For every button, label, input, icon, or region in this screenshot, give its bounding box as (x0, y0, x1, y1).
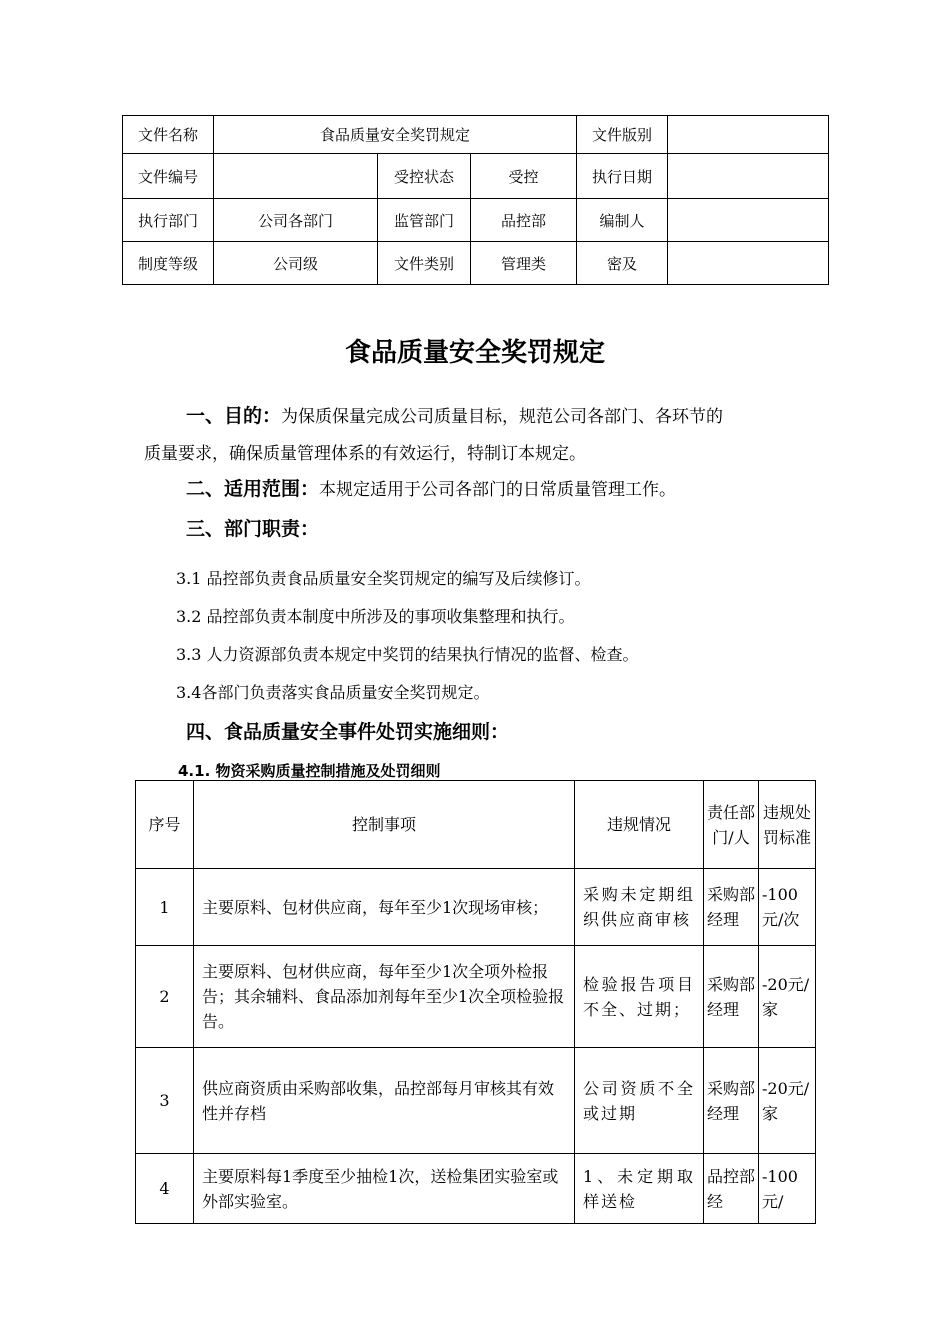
row-no: 2 (136, 946, 194, 1048)
row-violation: 检验报告项目不全、过期； (575, 946, 704, 1048)
document-title: 食品质量安全奖罚规定 (344, 338, 605, 368)
row-no: 3 (136, 1048, 194, 1154)
row-item: 供应商资质由采购部收集，品控部每月审核其有效性并存档 (194, 1048, 575, 1154)
section-scope (186, 471, 806, 508)
info-value: 公司级 (214, 242, 378, 285)
info-label: 文件类别 (378, 242, 471, 285)
row-responsible: 品控部经 (704, 1154, 759, 1224)
info-row (123, 242, 829, 285)
section-text: 为保质保量完成公司质量目标，规范公司各部门、各环节的 (281, 407, 724, 427)
info-label: 密及 (577, 242, 668, 285)
document-info-table (122, 115, 829, 285)
row-responsible: 采购部经理 (704, 946, 759, 1048)
row-no: 4 (136, 1154, 194, 1224)
info-value (668, 199, 829, 242)
info-row (123, 199, 829, 242)
row-item: 主要原料、包材供应商，每年至少1次现场审核； (194, 869, 575, 946)
col-header-violation: 违规情况 (575, 781, 704, 869)
info-row (123, 116, 829, 154)
table-row (136, 869, 816, 946)
duty-item: 3.4各部门负责落实食品质量安全奖罚规定。 (176, 683, 490, 702)
row-violation: 公司资质不全或过期 (575, 1048, 704, 1154)
info-label: 制度等级 (123, 242, 214, 285)
info-value (668, 154, 829, 199)
info-row (123, 154, 829, 199)
info-value (668, 242, 829, 285)
section-heading: 一、目的： (186, 405, 282, 427)
info-label: 文件名称 (123, 116, 214, 154)
row-violation: 1、未定期取样送检 (575, 1154, 704, 1224)
table-row (136, 1154, 816, 1224)
info-value: 管理类 (471, 242, 577, 285)
duty-item: 3.3 人力资源部负责本规定中奖罚的结果执行情况的监督、检查。 (176, 645, 639, 664)
info-label: 受控状态 (378, 154, 471, 199)
table-row (136, 946, 816, 1048)
section-text: 本规定适用于公司各部门的日常质量管理工作。 (319, 480, 677, 500)
row-penalty: -20元/家 (759, 946, 816, 1048)
col-header-no: 序号 (136, 781, 194, 869)
info-label: 文件版别 (577, 116, 668, 154)
penalty-detail-table (135, 780, 816, 1224)
col-header-penalty: 违规处罚标准 (759, 781, 816, 869)
row-penalty: -100元/次 (759, 869, 816, 946)
row-penalty: -100元/ (759, 1154, 816, 1224)
section-purpose (186, 398, 806, 435)
info-value: 公司各部门 (214, 199, 378, 242)
info-label: 编制人 (577, 199, 668, 242)
row-violation: 采购未定期组织供应商审核 (575, 869, 704, 946)
duty-item: 3.1 品控部负责食品质量安全奖罚规定的编写及后续修订。 (176, 569, 591, 588)
row-no: 1 (136, 869, 194, 946)
info-value: 受控 (471, 154, 577, 199)
info-value: 品控部 (471, 199, 577, 242)
row-responsible: 采购部经理 (704, 1048, 759, 1154)
col-header-item: 控制事项 (194, 781, 575, 869)
info-value (214, 154, 378, 199)
info-label: 监管部门 (378, 199, 471, 242)
row-responsible: 采购部经理 (704, 869, 759, 946)
col-header-responsible: 责任部门/人 (704, 781, 759, 869)
info-label: 执行日期 (577, 154, 668, 199)
table-row (136, 1048, 816, 1154)
row-item: 主要原料、包材供应商，每年至少1次全项外检报告；其余辅料、食品添加剂每年至少1次全项检验报告。 (194, 946, 575, 1048)
info-value (668, 116, 829, 154)
section-heading: 四、食品质量安全事件处罚实施细则： (186, 721, 510, 743)
row-item: 主要原料每1季度至少抽检1次，送检集团实验室或外部实验室。 (194, 1154, 575, 1224)
info-label: 执行部门 (123, 199, 214, 242)
info-label: 文件编号 (123, 154, 214, 199)
info-value: 食品质量安全奖罚规定 (214, 116, 577, 154)
subsection-heading: 4.1. 物资采购质量控制措施及处罚细则 (178, 762, 441, 780)
section-heading: 三、部门职责： (186, 518, 320, 540)
duty-item: 3.2 品控部负责本制度中所涉及的事项收集整理和执行。 (176, 607, 575, 626)
row-penalty: -20元/家 (759, 1048, 816, 1154)
table-header-row (136, 781, 816, 869)
section-text-continued: 质量要求，确保质量管理体系的有效运行，特制订本规定。 (144, 444, 586, 464)
section-heading: 二、适用范围： (186, 478, 320, 500)
